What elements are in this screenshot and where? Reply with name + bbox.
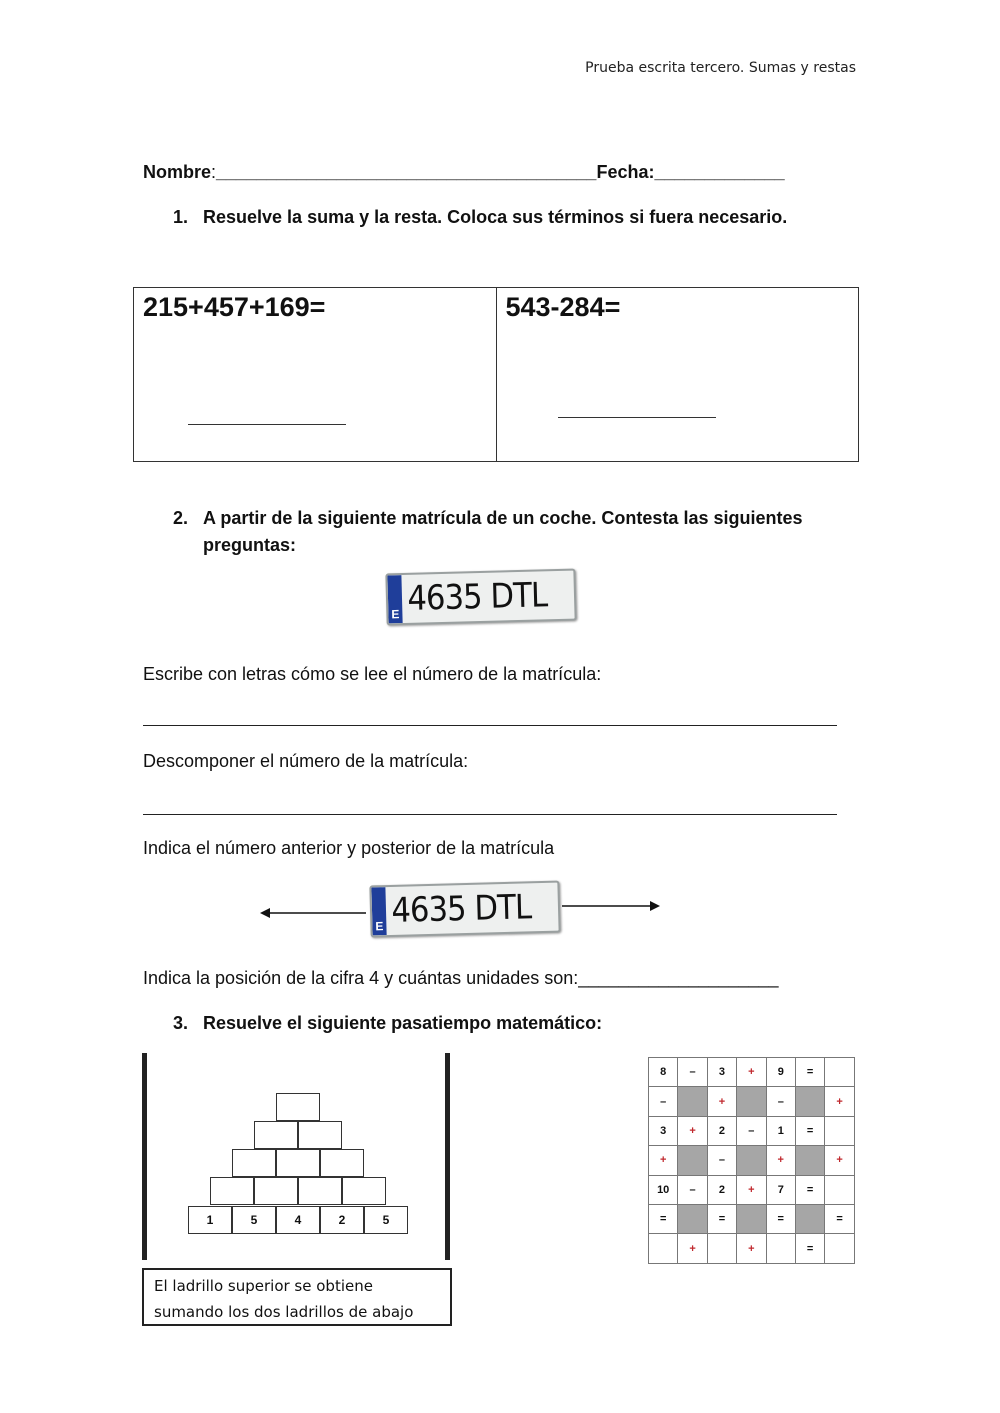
grid-cell: +	[737, 1058, 766, 1087]
name-label: Nombre	[143, 162, 212, 182]
question-3-text: Resuelve el siguiente pasatiempo matemático:	[203, 1013, 603, 1033]
sum-expression: 215+457+169=	[143, 292, 326, 322]
grid-cell: +	[678, 1117, 707, 1146]
grid-cell: 2	[708, 1117, 737, 1146]
grid-cell: 3	[649, 1117, 678, 1146]
difference-answer-line	[558, 417, 716, 418]
grid-cell: +	[737, 1176, 766, 1205]
grid-cell: +	[678, 1234, 707, 1263]
prompt-neighbors: Indica el número anterior y posterior de la matrícula	[143, 838, 555, 858]
license-plate-neighbors	[369, 881, 560, 938]
pyramid-brick[interactable]	[254, 1177, 298, 1205]
grid-cell: –	[678, 1176, 707, 1205]
plate-number: 4635 DTL	[390, 887, 532, 931]
question-2-number: 2.	[173, 508, 189, 528]
date-blank[interactable]: _____________	[654, 162, 785, 182]
grid-cell: –	[737, 1117, 766, 1146]
grid-shaded-cell	[678, 1205, 707, 1234]
grid-cell: 9	[767, 1058, 796, 1087]
grid-cell: +	[825, 1146, 854, 1175]
grid-answer-cell[interactable]	[649, 1234, 678, 1263]
question-2	[173, 505, 813, 561]
grid-cell: +	[825, 1087, 854, 1116]
grid-cell: =	[708, 1205, 737, 1234]
grid-shaded-cell	[737, 1087, 766, 1116]
plate-country: E	[375, 919, 384, 934]
prompt-position	[143, 968, 779, 989]
pyramid-base-brick: 2	[320, 1206, 364, 1234]
plate-country: E	[391, 607, 400, 622]
right-arrow	[560, 896, 664, 916]
pyramid-brick[interactable]	[276, 1093, 320, 1121]
grid-cell: 10	[649, 1176, 678, 1205]
grid-answer-cell[interactable]	[825, 1058, 854, 1087]
pyramid-brick[interactable]	[298, 1177, 342, 1205]
pyramid-base-brick: 4	[276, 1206, 320, 1234]
math-crossword-grid	[648, 1057, 855, 1264]
grid-cell: –	[767, 1087, 796, 1116]
grid-cell: +	[767, 1146, 796, 1175]
grid-shaded-cell	[796, 1087, 825, 1116]
sum-cell[interactable]	[134, 288, 496, 461]
pyramid-base-brick: 5	[364, 1206, 408, 1234]
grid-shaded-cell	[737, 1146, 766, 1175]
grid-shaded-cell	[678, 1087, 707, 1116]
question-1-text: Resuelve la suma y la resta. Coloca sus términos si fuera necesario.	[203, 207, 788, 227]
answer-line-decompose[interactable]	[143, 814, 837, 815]
grid-cell: =	[767, 1205, 796, 1234]
name-date-line	[143, 162, 785, 183]
grid-cell: –	[649, 1087, 678, 1116]
pyramid-base-brick: 1	[188, 1206, 232, 1234]
prompt-letters: Escribe con letras cómo se lee el número de la matrícula:	[143, 664, 602, 684]
pyramid-brick[interactable]	[298, 1121, 342, 1149]
question-2-text: A partir de la siguiente matrícula de un coche. Contesta las siguientes preguntas:	[203, 508, 803, 555]
difference-expression: 543-284=	[505, 292, 621, 322]
grid-cell: –	[708, 1146, 737, 1175]
position-blank[interactable]: ____________________	[578, 968, 779, 988]
grid-shaded-cell	[678, 1146, 707, 1175]
pyramid-brick[interactable]	[320, 1149, 364, 1177]
pyramid-base-brick: 5	[232, 1206, 276, 1234]
eu-band	[371, 887, 386, 935]
plate-number: 4635 DTL	[406, 575, 548, 619]
pyramid-note: El ladrillo superior se obtiene sumando los dos ladrillos de abajo	[142, 1268, 452, 1326]
operations-table	[133, 287, 859, 462]
pyramid-brick[interactable]	[232, 1149, 276, 1177]
left-arrow	[258, 903, 368, 923]
grid-answer-cell[interactable]	[825, 1176, 854, 1205]
question-1	[173, 204, 813, 260]
grid-answer-cell[interactable]	[708, 1234, 737, 1263]
license-plate	[385, 569, 576, 626]
grid-cell: 7	[767, 1176, 796, 1205]
difference-cell[interactable]	[496, 288, 859, 461]
question-1-number: 1.	[173, 207, 189, 227]
prompt-position-text: Indica la posición de la cifra 4 y cuántas unidades son:	[143, 968, 579, 988]
grid-answer-cell[interactable]	[825, 1117, 854, 1146]
pyramid-brick[interactable]	[210, 1177, 254, 1205]
grid-cell: 3	[708, 1058, 737, 1087]
sum-answer-line	[188, 424, 346, 425]
pyramid-brick[interactable]	[254, 1121, 298, 1149]
grid-cell: –	[678, 1058, 707, 1087]
prompt-decompose: Descomponer el número de la matrícula:	[143, 751, 469, 771]
name-blank[interactable]: ______________________________________	[216, 162, 597, 182]
name-colon: :	[211, 162, 217, 182]
grid-cell: =	[796, 1058, 825, 1087]
eu-band	[387, 575, 402, 623]
grid-shaded-cell	[796, 1205, 825, 1234]
pyramid-brick[interactable]	[276, 1149, 320, 1177]
grid-cell: +	[737, 1234, 766, 1263]
grid-cell: 1	[767, 1117, 796, 1146]
question-3	[173, 1010, 813, 1040]
grid-cell: +	[708, 1087, 737, 1116]
grid-cell: =	[649, 1205, 678, 1234]
grid-cell: 2	[708, 1176, 737, 1205]
grid-cell: 8	[649, 1058, 678, 1087]
pyramid-brick[interactable]	[342, 1177, 386, 1205]
grid-cell: =	[796, 1176, 825, 1205]
grid-answer-cell[interactable]	[825, 1234, 854, 1263]
page-header: Prueba escrita tercero. Sumas y restas	[585, 60, 856, 76]
grid-answer-cell[interactable]	[767, 1234, 796, 1263]
pyramid-right-bar	[445, 1053, 450, 1260]
grid-cell: =	[825, 1205, 854, 1234]
grid-cell: =	[796, 1117, 825, 1146]
grid-cell: =	[796, 1234, 825, 1263]
pyramid-left-bar	[142, 1053, 147, 1260]
grid-shaded-cell	[737, 1205, 766, 1234]
answer-line-letters[interactable]	[143, 725, 837, 726]
grid-cell: +	[649, 1146, 678, 1175]
date-label: Fecha:	[596, 162, 655, 182]
question-3-number: 3.	[173, 1013, 189, 1033]
grid-shaded-cell	[796, 1146, 825, 1175]
